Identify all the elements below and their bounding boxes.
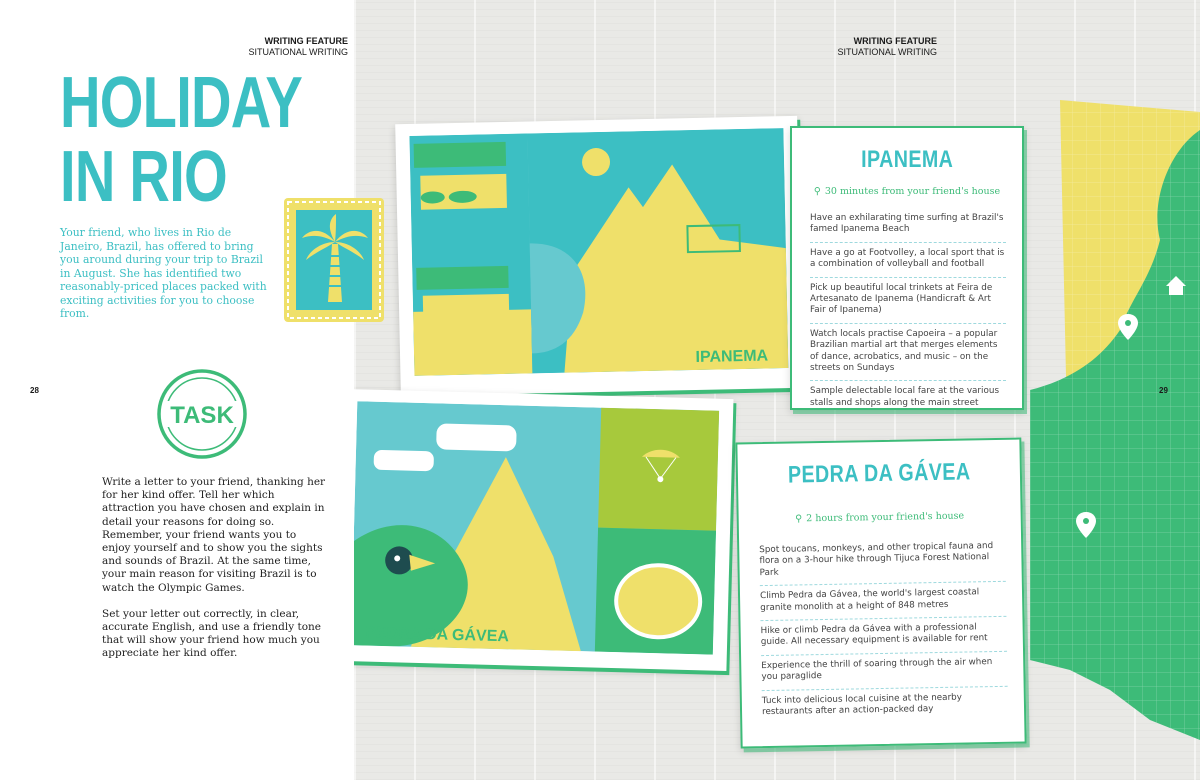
pedra-postcard-label: PEDRA DA GÁVEA	[365, 624, 510, 646]
subsection-label: SITUATIONAL WRITING	[248, 47, 348, 57]
task-badge-label: TASK	[170, 402, 234, 429]
pedra-distance: ⚲ 2 hours from your friend's house	[795, 510, 965, 525]
ipanema-activity-list	[810, 208, 1006, 415]
title-line-2: IN RIO	[60, 137, 227, 217]
palm-tree-icon	[284, 198, 384, 322]
list-item: Have an exhilarating time surfing at Brazil's famed Ipanema Beach	[810, 208, 1006, 243]
ipanema-distance: ⚲ 30 minutes from your friend's house	[813, 186, 1001, 197]
pedra-illustration	[354, 401, 719, 654]
page-number-right: 29	[1159, 386, 1168, 395]
ipanema-card-title: IPANEMA	[860, 146, 954, 173]
list-item: Spot toucans, monkeys, and other tropical fauna and flora on a 3-hour hike through Tijuca Forest National Park	[759, 536, 1006, 587]
task-instructions	[102, 476, 328, 661]
list-item: Experience the thrill of soaring through the air when you paraglide	[761, 652, 1008, 691]
list-item: Tuck into delicious local cuisine at the nearby restaurants after an action-packed day	[761, 692, 963, 718]
running-head-right	[837, 36, 937, 58]
running-head-left	[248, 36, 348, 58]
section-label: WRITING FEATURE	[264, 36, 348, 46]
list-item: Pick up beautiful local trinkets at Feira de Artesanato de Ipanema (Handicraft & Art Fair of Ipanema)	[810, 278, 1006, 324]
list-item: Watch locals practise Capoeira – a popular Brazilian martial art that merges elements of dance, acrobatics, and music – on the streets on Sundays	[810, 324, 1006, 382]
ipanema-info-card	[790, 126, 1024, 410]
location-pin-icon: ⚲	[813, 186, 821, 197]
list-item: Have a go at Footvolley, a local sport that is a combination of volleyball and football	[810, 243, 1006, 278]
page-number-left: 28	[30, 386, 39, 395]
page-title	[60, 63, 303, 217]
pedra-postcard	[354, 389, 733, 671]
location-pin-icon: ⚲	[795, 513, 803, 525]
left-page	[0, 0, 354, 780]
brazil-map	[1030, 0, 1200, 780]
task-paragraph-1: Write a letter to your friend, thanking her for her kind offer. Tell her which attraction you have chosen and explain in detail your reasons for doing so. Remember, your friend wants you to enjoy yourself and to show you the sights and sounds of Brazil. At the same time, your main reason for visiting Brazil is to watch the Olympic Games.	[102, 476, 326, 594]
ipanema-postcard	[395, 116, 803, 396]
intro-text: Your friend, who lives in Rio de Janeiro, Brazil, has offered to bring you around during your trip to Brazil in August. She has identified two reasonably-priced places packed with exciting activities for you to choose from.	[60, 226, 267, 320]
pedra-activity-list	[759, 536, 1008, 725]
list-item: Sample delectable local fare at the various stalls and shops along the main street	[810, 386, 1000, 408]
title-line-1: HOLIDAY	[60, 63, 303, 143]
task-badge	[156, 368, 248, 460]
ipanema-postcard-label: IPANEMA	[695, 347, 769, 366]
pedra-card-title: PEDRA DA GÁVEA	[787, 458, 971, 489]
task-paragraph-2: Set your letter out correctly, in clear, accurate English, and use a friendly tone that will show your friend how much you appreciate her kind offer.	[102, 607, 322, 660]
right-page	[354, 0, 1200, 780]
list-item: Climb Pedra da Gávea, the world's largest coastal granite monolith at a height of 848 metres	[760, 582, 1007, 621]
ipanema-illustration	[409, 128, 788, 376]
pedra-info-card	[735, 438, 1026, 749]
palm-stamp	[284, 198, 384, 322]
section-label: WRITING FEATURE	[853, 36, 937, 46]
list-item: Hike or climb Pedra da Gávea with a professional guide. All necessary equipment is available for rent	[760, 617, 1007, 656]
subsection-label: SITUATIONAL WRITING	[837, 47, 937, 57]
